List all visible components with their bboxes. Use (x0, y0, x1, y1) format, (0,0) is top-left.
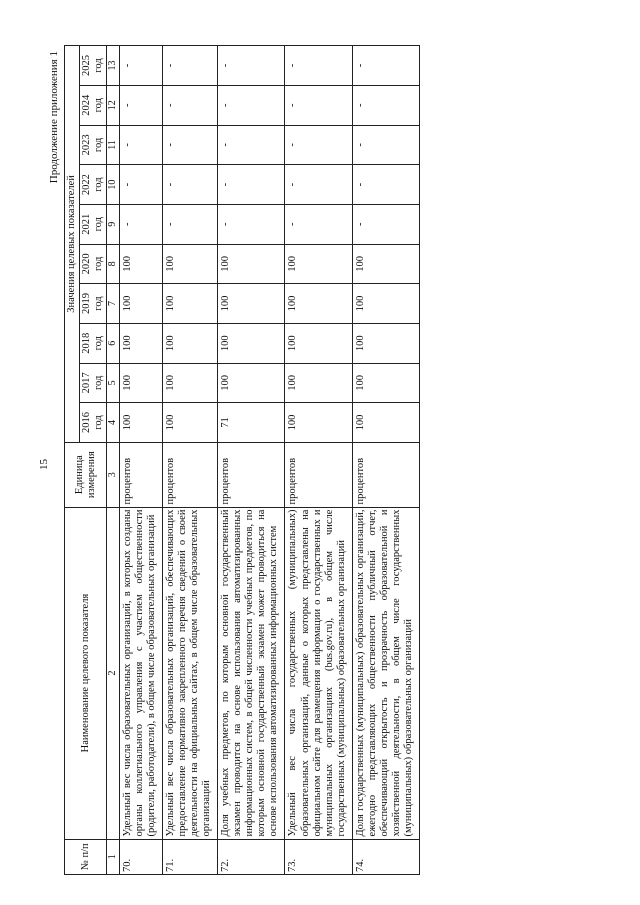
row-number: 74. (352, 839, 419, 874)
column-number: 8 (107, 244, 120, 284)
header-year: 2020 год (80, 244, 107, 284)
indicator-value: - (352, 125, 419, 165)
header-year: 2025 год (80, 46, 107, 86)
indicator-value: - (218, 85, 285, 125)
indicator-value: - (162, 85, 217, 125)
indicator-value: 100 (352, 244, 419, 284)
indicator-value: - (285, 85, 352, 125)
indicator-name: Доля государственных (муниципальных) образовательных организаций, ежегодно представляющих общественности публичный отчет, обеспечивающий открытость и прозрачность образовательной и хозяйственной деятельности, в общем числе государственных (муниципальных) образовательных организаций (352, 507, 419, 839)
column-number: 6 (107, 323, 120, 363)
indicator-value: 100 (352, 284, 419, 324)
indicator-value: - (352, 165, 419, 205)
indicator-value: - (285, 204, 352, 244)
indicator-value: - (285, 125, 352, 165)
indicator-value: 100 (285, 284, 352, 324)
column-number-row (107, 46, 120, 875)
indicator-value: 100 (119, 363, 162, 403)
indicator-name: Удельный вес числа образовательных организаций, обеспечивающих предоставление нормативно закрепленного перечня сведений о своей деятельности на официальных сайтах, в общем числе образовательных организаций (162, 507, 217, 839)
indicator-unit: процентов (218, 442, 285, 507)
column-number: 9 (107, 204, 120, 244)
indicator-value: 100 (218, 244, 285, 284)
indicator-value: 100 (285, 403, 352, 443)
indicator-value: 100 (119, 323, 162, 363)
header-number: № п/п (65, 839, 107, 874)
table-row (352, 46, 419, 875)
indicator-value: 100 (162, 403, 217, 443)
column-number: 11 (107, 125, 120, 165)
indicator-value: 100 (218, 323, 285, 363)
indicator-value: 100 (285, 323, 352, 363)
header-row-1 (65, 46, 80, 875)
page-number: 15 (38, 459, 50, 470)
column-number: 4 (107, 403, 120, 443)
indicator-value: 71 (218, 403, 285, 443)
header-values-group: Значения целевых показателей (65, 46, 80, 443)
column-number: 1 (107, 839, 120, 874)
indicator-value: - (218, 204, 285, 244)
column-number: 10 (107, 165, 120, 205)
indicator-value: - (119, 85, 162, 125)
indicator-value: 100 (119, 403, 162, 443)
header-year: 2016 год (80, 403, 107, 443)
indicator-value: 100 (352, 363, 419, 403)
table-row (119, 46, 162, 875)
indicator-value: - (285, 165, 352, 205)
indicator-value: - (218, 165, 285, 205)
row-number: 71. (162, 839, 217, 874)
header-unit: Единица измерения (65, 442, 107, 507)
header-year: 2018 год (80, 323, 107, 363)
column-number: 3 (107, 442, 120, 507)
column-number: 13 (107, 46, 120, 86)
indicator-name: Удельный вес числа образовательных организаций, в которых созданы органы коллегиального управления с участием общественности (родители, работодатели), в общем числе образовательных организаций (119, 507, 162, 839)
indicator-value: 100 (352, 403, 419, 443)
indicator-value: - (218, 46, 285, 86)
column-number: 7 (107, 284, 120, 324)
indicator-unit: процентов (352, 442, 419, 507)
indicator-unit: процентов (119, 442, 162, 507)
table-row (162, 46, 217, 875)
indicator-value: 100 (218, 284, 285, 324)
table-row (218, 46, 285, 875)
indicator-name: Удельный вес числа государственных (муниципальных) образовательных организаций, данные о которых представлены на официальном сайте для размещения информации о государственных и муниципальных организациях (bus.gov.ru), в общем числе государственных (муниципальных) образовательных организаций (285, 507, 352, 839)
column-number: 2 (107, 507, 120, 839)
header-year: 2022 год (80, 165, 107, 205)
indicator-value: 100 (218, 363, 285, 403)
row-number: 72. (218, 839, 285, 874)
indicators-table (64, 45, 420, 875)
header-year: 2024 год (80, 85, 107, 125)
indicator-value: - (352, 46, 419, 86)
indicator-value: - (119, 204, 162, 244)
indicator-value: 100 (162, 244, 217, 284)
indicator-value: - (162, 204, 217, 244)
column-number: 5 (107, 363, 120, 403)
indicator-unit: процентов (285, 442, 352, 507)
indicator-value: - (352, 85, 419, 125)
rotated-page-content (40, 45, 605, 875)
header-year: 2023 год (80, 125, 107, 165)
table-body (119, 46, 419, 875)
indicator-value: - (119, 46, 162, 86)
indicator-value: - (119, 125, 162, 165)
indicator-value: 100 (162, 284, 217, 324)
indicator-value: - (285, 46, 352, 86)
indicator-value: 100 (162, 323, 217, 363)
row-number: 73. (285, 839, 352, 874)
indicator-value: - (162, 165, 217, 205)
indicator-value: 100 (119, 284, 162, 324)
indicator-value: 100 (162, 363, 217, 403)
indicator-value: 100 (352, 323, 419, 363)
indicator-value: - (119, 165, 162, 205)
indicator-unit: процентов (162, 442, 217, 507)
header-name: Наименование целевого показателя (65, 507, 107, 839)
header-year: 2017 год (80, 363, 107, 403)
header-year: 2021 год (80, 204, 107, 244)
row-number: 70. (119, 839, 162, 874)
indicator-value: - (162, 125, 217, 165)
continuation-label: Продолжение приложения 1 (48, 51, 60, 184)
indicator-value: - (162, 46, 217, 86)
indicator-name: Доля учебных предметов, по которым основной государственный экзамен проводится на основе использования автоматизированных информационных систем, в общей численности учебных предметов, по которым основной государственный экзамен может проводиться на основе использования автоматизированных информационных систем (218, 507, 285, 839)
indicator-value: 100 (285, 363, 352, 403)
indicator-value: 100 (285, 244, 352, 284)
indicator-value: - (218, 125, 285, 165)
indicator-value: - (352, 204, 419, 244)
table-row (285, 46, 352, 875)
indicator-value: 100 (119, 244, 162, 284)
header-year: 2019 год (80, 284, 107, 324)
column-number: 12 (107, 85, 120, 125)
